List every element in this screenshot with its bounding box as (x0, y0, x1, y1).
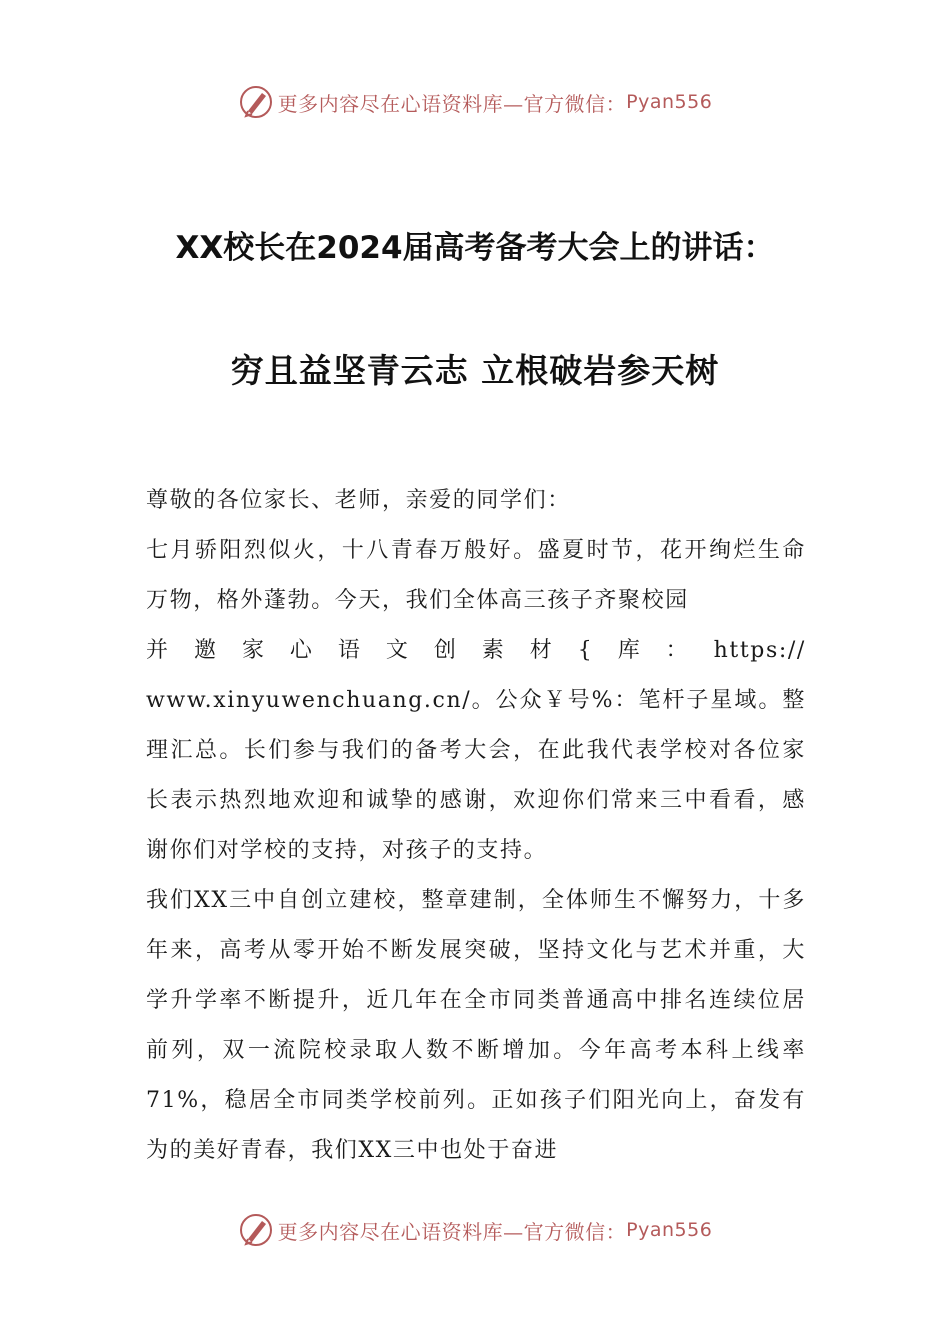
banner-wechat-id: Pyan556 (626, 91, 713, 113)
spread-char: 库 (617, 638, 642, 663)
banner-text: 更多内容尽在心语资料库—官方微信： (277, 1219, 627, 1244)
document-subtitle: 穷且益坚青云志 立根破岩参天树 (230, 351, 720, 390)
spread-char: { (577, 638, 594, 663)
spread-char: 心 (289, 638, 314, 663)
spread-char: 文 (385, 638, 410, 663)
spread-char: 并 (146, 638, 170, 663)
header-watermark-banner (0, 82, 950, 122)
pen-logo-icon (238, 84, 274, 120)
spread-char: https:// (713, 638, 806, 663)
paragraph-2: 我们XX三中自创立建校，整章建制，全体师生不懈努力，十多年来，高考从零开始不断发展突破，坚持文化与艺术并重，大学升学率不断提升，近几年在全市同类普通高中排名连续位居前列，双一流院校录取人数不断增加。今年高考本科上线率71%，稳居全市同类学校前列。正如孩子们阳光向上，奋发有为的美好青春，我们XX三中也处于奋进 (146, 888, 806, 1163)
spread-char: ： (665, 638, 690, 663)
spread-char: 创 (433, 638, 458, 663)
spread-char: 家 (241, 638, 266, 663)
spread-char: 语 (337, 638, 362, 663)
footer-watermark-banner (0, 1210, 950, 1250)
document-title: XX校长在2024届高考备考大会上的讲话： (175, 230, 775, 266)
pen-logo-icon (238, 1212, 274, 1248)
spread-char: 材 (529, 638, 554, 663)
banner-wechat-id: Pyan556 (626, 1219, 713, 1241)
document-body (146, 476, 806, 1176)
greeting-paragraph: 尊敬的各位家长、老师，亲爱的同学们： (146, 488, 571, 513)
banner-text: 更多内容尽在心语资料库—官方微信： (277, 91, 627, 116)
paragraph-1-spread-line (146, 626, 806, 676)
paragraph-1b: www.xinyuwenchuang.cn/。公众￥号%：笔杆子星域。整理汇总。长们参与我们的备考大会，在此我代表学校对各位家长表示热烈地欢迎和诚挚的感谢，欢迎你们常来三中看看，感谢你们对学校的支持，对孩子的支持。 (146, 688, 806, 863)
spread-char: 素 (481, 638, 506, 663)
paragraph-1a: 七月骄阳烈似火，十八青春万般好。盛夏时节，花开绚烂生命万物，格外蓬勃。今天，我们全体高三孩子齐聚校园 (146, 538, 806, 613)
spread-char: 邀 (193, 638, 218, 663)
